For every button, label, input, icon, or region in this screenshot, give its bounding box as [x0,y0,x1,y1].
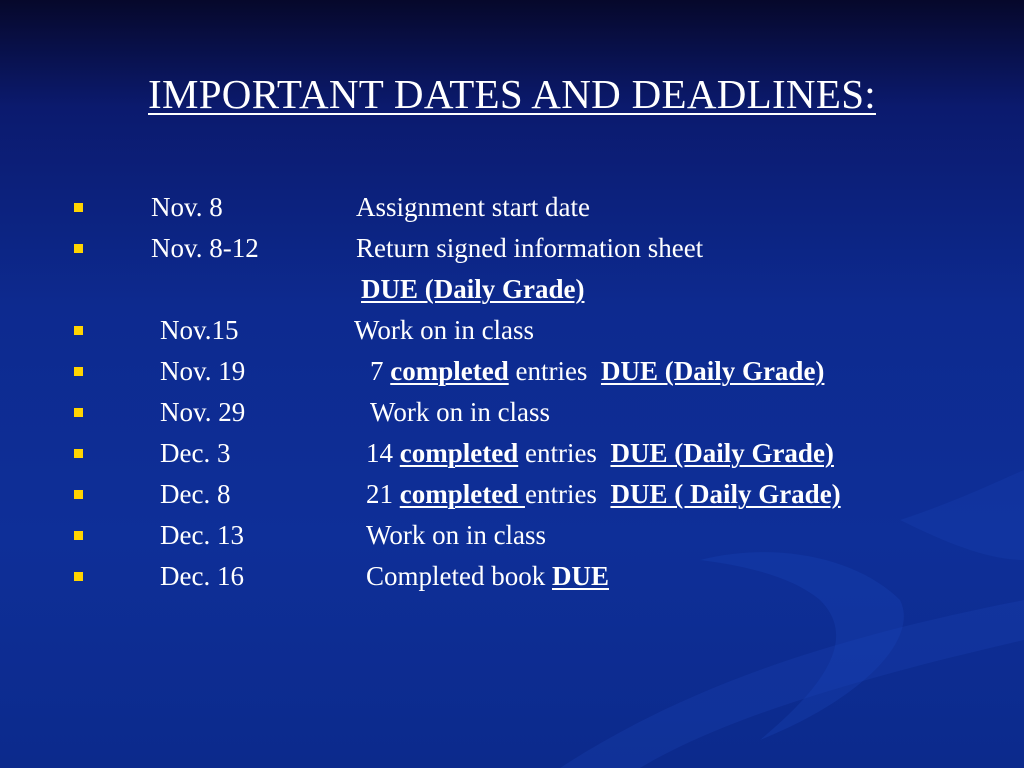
bullet-marker [74,203,83,212]
date-label: Dec. 13 [160,520,244,550]
date-label: Dec. 3 [160,438,231,468]
entry-count: 21 [366,479,393,509]
date-label: Nov.15 [160,315,239,345]
due-label: DUE ( Daily Grade) [610,479,841,509]
bullet-marker [74,572,83,581]
entries-label: entries [524,479,597,509]
due-label: DUE (Daily Grade) [600,356,825,386]
item-description [366,481,841,508]
entry-count: 14 [366,438,393,468]
date-label: Nov. 8-12 [151,233,259,263]
item-description: Assignment start date [356,192,590,222]
date-label: Nov. 19 [160,356,246,386]
item-description [366,440,834,467]
bullet-marker [74,490,83,499]
due-label: DUE (Daily Grade) [361,274,585,304]
bullet-marker [74,367,83,376]
item-description: Work on in class [370,397,551,427]
date-label: Nov. 29 [160,397,246,427]
item-text: Completed book [366,561,546,591]
item-description: Return signed information sheet [356,233,704,263]
entries-label: entries [515,356,588,386]
due-label: DUE (Daily Grade) [610,438,834,468]
item-description [366,563,609,590]
bullet-marker [74,449,83,458]
date-label: Nov. 8 [151,192,223,222]
completed-label: completed [399,438,519,468]
completed-label: completed [390,356,509,386]
completed-label: completed [399,479,525,509]
item-description: Work on in class [366,520,547,550]
date-label: Dec. 16 [160,561,244,591]
bullet-marker [74,326,83,335]
entries-label: entries [524,438,597,468]
bullet-marker [74,408,83,417]
page-title: IMPORTANT DATES AND DEADLINES: [148,71,876,117]
date-label: Dec. 8 [160,479,231,509]
bullet-marker [74,531,83,540]
item-description [370,358,824,385]
due-label: DUE [551,561,609,591]
entry-count: 7 [370,356,384,386]
bullet-marker [74,244,83,253]
item-description: Work on in class [354,315,535,345]
